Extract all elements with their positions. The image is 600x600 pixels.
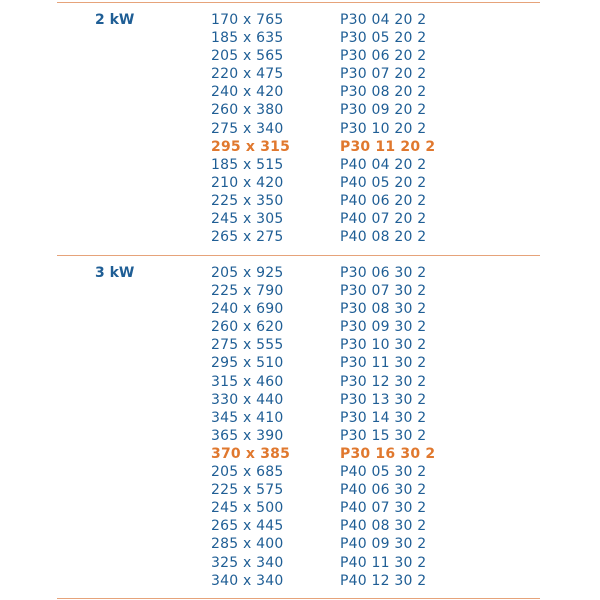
table-row [0,318,600,336]
dimension-cell: 365 x 390 [211,427,284,444]
rule-top [57,2,540,3]
table-row [0,156,600,174]
dimension-cell: 265 x 275 [211,229,284,246]
product-code-cell: P30 06 20 2 [340,48,427,65]
table-row [0,517,600,535]
dimension-cell: 325 x 340 [211,554,284,571]
dimension-cell: 245 x 305 [211,211,284,228]
product-code-cell: P30 16 30 2 [340,445,436,462]
table-row [0,391,600,409]
dimension-cell: 345 x 410 [211,409,284,426]
dimension-cell: 225 x 790 [211,283,284,300]
group-rows [0,264,600,590]
dimension-cell: 205 x 565 [211,48,284,65]
table-row [0,300,600,318]
product-code-cell: P40 12 30 2 [340,572,427,589]
product-code-cell: P30 08 30 2 [340,301,427,318]
table-row [0,554,600,572]
product-code-cell: P30 10 30 2 [340,337,427,354]
product-code-cell: P30 11 30 2 [340,355,427,372]
table-row [0,264,600,282]
product-code-cell: P30 11 20 2 [340,138,436,155]
dimension-cell: 185 x 515 [211,156,284,173]
dimension-cell: 315 x 460 [211,373,284,390]
table-row [0,174,600,192]
product-code-cell: P30 07 30 2 [340,283,427,300]
product-code-cell: P40 06 30 2 [340,482,427,499]
table-row [0,463,600,481]
table-row [0,83,600,101]
product-code-cell: P40 05 20 2 [340,174,427,191]
product-code-cell: P40 07 20 2 [340,211,427,228]
dimension-cell: 370 x 385 [211,445,291,462]
product-code-cell: P30 07 20 2 [340,66,427,83]
product-code-cell: P40 07 30 2 [340,500,427,517]
power-label: 3 kW [95,265,135,281]
product-code-cell: P40 08 20 2 [340,229,427,246]
table-row [0,572,600,590]
dimension-cell: 260 x 620 [211,319,284,336]
table-row [0,336,600,354]
table-row [0,101,600,119]
product-code-cell: P40 11 30 2 [340,554,427,571]
product-code-cell: P30 08 20 2 [340,84,427,101]
table-row [0,535,600,553]
rule-middle [57,255,540,256]
dimension-cell: 205 x 925 [211,265,284,281]
group-rows [0,11,600,246]
product-code-cell: P30 15 30 2 [340,427,427,444]
dimension-cell: 275 x 555 [211,337,284,354]
product-code-cell: P30 09 30 2 [340,319,427,336]
table-row [0,481,600,499]
product-code-cell: P30 14 30 2 [340,409,427,426]
dimension-cell: 245 x 500 [211,500,284,517]
dimension-cell: 275 x 340 [211,120,284,137]
product-code-cell: P30 13 30 2 [340,391,427,408]
product-code-cell: P30 06 30 2 [340,265,427,281]
dimension-cell: 265 x 445 [211,518,284,535]
table-row [0,120,600,138]
dimension-cell: 295 x 510 [211,355,284,372]
dimension-cell: 170 x 765 [211,12,284,28]
product-code-cell: P30 10 20 2 [340,120,427,137]
product-code-cell: P30 05 20 2 [340,30,427,47]
table-row [0,65,600,83]
table-row [0,29,600,47]
dimension-cell: 240 x 690 [211,301,284,318]
dimension-cell: 295 x 315 [211,138,291,155]
power-label: 2 kW [95,12,135,28]
product-code-cell: P40 09 30 2 [340,536,427,553]
dimension-cell: 220 x 475 [211,66,284,83]
table-row [0,427,600,445]
table-row [0,11,600,29]
rule-bottom [57,598,540,599]
table-row [0,354,600,372]
table-row-highlighted [0,138,600,156]
table-row [0,192,600,210]
table-row-highlighted [0,445,600,463]
dimension-cell: 205 x 685 [211,464,284,481]
product-code-cell: P40 06 20 2 [340,192,427,209]
product-code-cell: P40 05 30 2 [340,464,427,481]
table-row [0,499,600,517]
product-code-cell: P40 08 30 2 [340,518,427,535]
table-row [0,228,600,246]
table-row [0,373,600,391]
product-code-cell: P30 09 20 2 [340,102,427,119]
dimension-cell: 260 x 380 [211,102,284,119]
dimension-cell: 240 x 420 [211,84,284,101]
dimension-cell: 225 x 350 [211,192,284,209]
table-row [0,47,600,65]
dimension-cell: 340 x 340 [211,572,284,589]
product-code-cell: P30 12 30 2 [340,373,427,390]
product-code-cell: P30 04 20 2 [340,12,427,28]
dimension-cell: 330 x 440 [211,391,284,408]
table-row [0,282,600,300]
dimension-cell: 285 x 400 [211,536,284,553]
dimension-cell: 185 x 635 [211,30,284,47]
dimension-cell: 210 x 420 [211,174,284,191]
table-row [0,409,600,427]
product-code-cell: P40 04 20 2 [340,156,427,173]
table-row [0,210,600,228]
dimension-cell: 225 x 575 [211,482,284,499]
